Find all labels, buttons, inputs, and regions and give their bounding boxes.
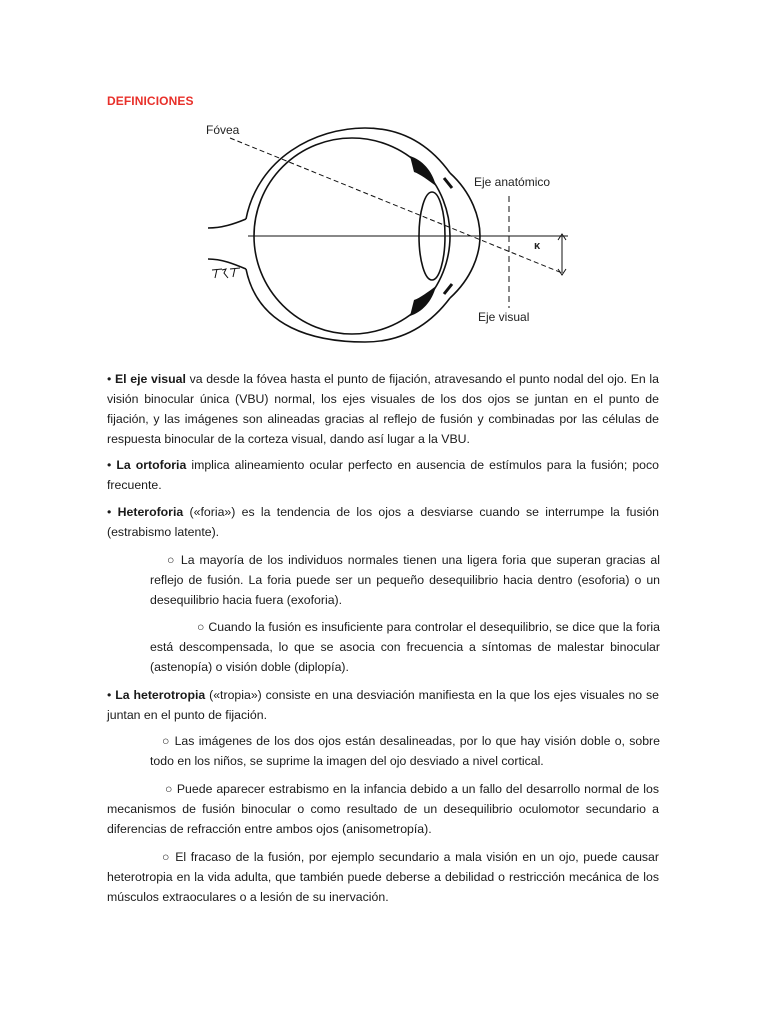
eye-anatomy-figure: [200, 118, 590, 346]
paragraph-heterotropia: • La heterotropia («tropia») consiste en una desviación manifiesta en la que los ejes visuales no se juntan en el punto de fijación.: [107, 688, 660, 722]
eye-diagram: [200, 118, 590, 346]
sub-paragraph-imagenes-desalineadas: ○ Las imágenes de los dos ojos están desalineadas, por lo que hay visión doble o, sobre todo en los niños, se suprime la imagen del ojo desviado a nivel cortical.: [150, 734, 660, 768]
sub-paragraph-estrabismo-infancia: ○ Puede aparecer estrabismo en la infancia debido a un fallo del desarrollo normal de los mecanismos de fusión binocular o como resultado de un desequilibrio oculomotor secundario a diferencias de refracción entre ambos ojos (anisometropía).: [107, 782, 659, 836]
visual-axis-label: Eje visual: [478, 310, 530, 324]
term-heteroforia: Heteroforia: [117, 505, 184, 519]
section-heading: DEFINICIONES: [107, 94, 194, 108]
kappa-angle-label: κ: [534, 240, 541, 252]
term-eje-visual: El eje visual: [114, 372, 186, 386]
sub-paragraph-foria-normal: ○ La mayoría de los individuos normales tienen una ligera foria que superan gracias al reflejo de fusión. La foria puede ser un pequeño desequilibrio hacia dentro (esoforia) o un desequilibrio hacia fuera (exoforia).: [150, 553, 660, 607]
paragraph-heteroforia: • Heteroforia («foria») es la tendencia de los ojos a desviarse cuando se interrumpe la fusión (estrabismo latente).: [107, 505, 660, 539]
paragraph-ortoforia: • La ortoforia implica alineamiento ocular perfecto en ausencia de estímulos para la fusión; poco frecuente.: [107, 458, 660, 492]
paragraph-eje-visual: • El eje visual va desde la fóvea hasta el punto de fijación, atravesando el punto nodal del ojo. En la visión binocular única (VBU) normal, los ejes visuales de los dos ojos se juntan en el punto de fijación, y las imágenes son alineadas gracias al reflejo de fusión y combinadas por las células de respuesta binocular de la corteza visual, dando así lugar a la VBU.: [107, 372, 660, 446]
signature-mark: [212, 268, 240, 278]
sub-paragraph-fracaso-fusion: ○ El fracaso de la fusión, por ejemplo secundario a mala visión en un ojo, puede causar heterotropia en la vida adulta, que también puede deberse a debilidad o restricción mecánica de los músculos extraoculares o a lesión de su inervación.: [107, 850, 659, 904]
fovea-label: Fóvea: [206, 123, 240, 137]
sub-paragraph-foria-descompensada: ○ Cuando la fusión es insuficiente para controlar el desequilibrio, se dice que la foria está descompensada, lo que se asocia con frecuencia a síntomas de malestar binocular (astenopía) o visión doble (diplopía).: [150, 620, 660, 674]
term-ortoforia: La ortoforia: [116, 458, 187, 472]
anatomical-axis-label: Eje anatómico: [474, 175, 551, 189]
term-heterotropia: La heterotropia: [115, 688, 206, 702]
